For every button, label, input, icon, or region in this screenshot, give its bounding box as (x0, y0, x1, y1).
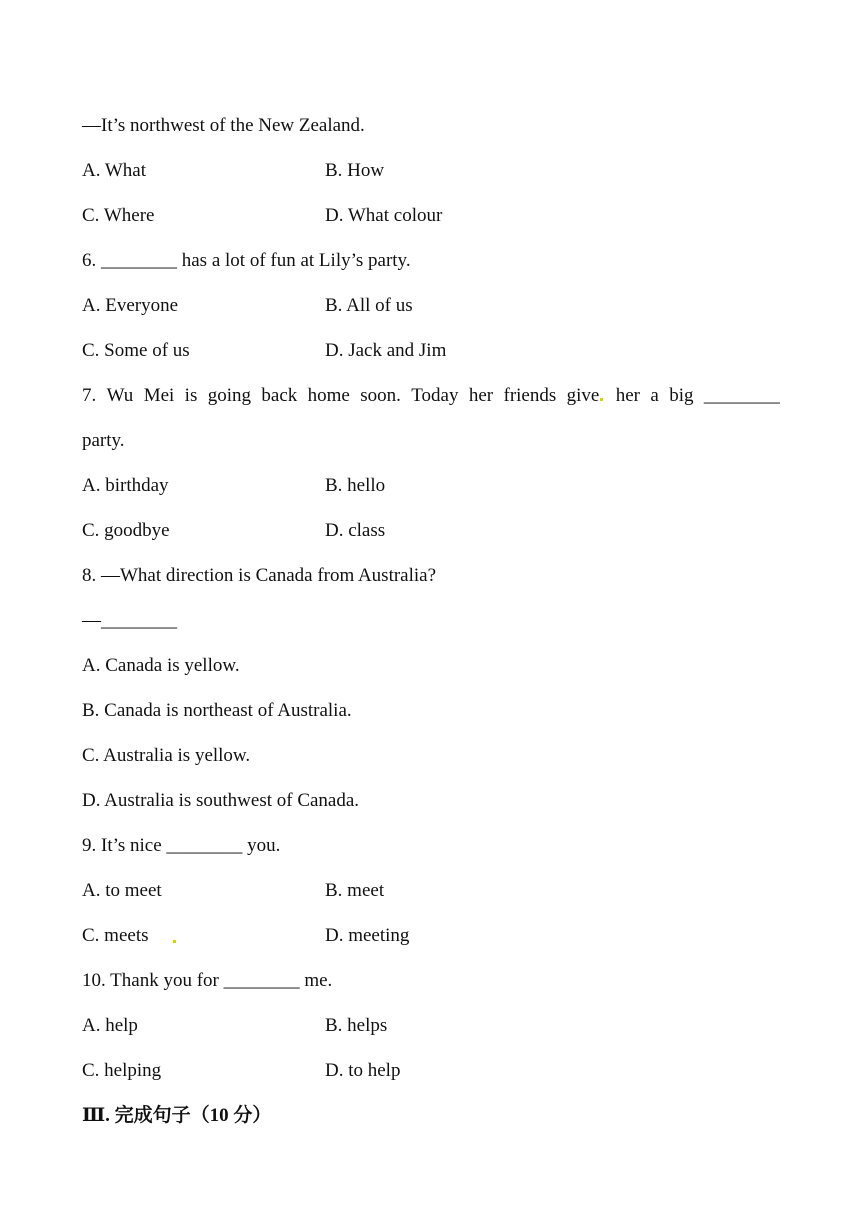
q7-option-d: D. class (325, 520, 386, 541)
q8-option-d: D. Australia is southwest of Canada. (82, 790, 360, 811)
q8-answer-line: —________ (82, 610, 177, 631)
stray-mark (600, 398, 603, 401)
q10-option-b: B. helps (325, 1015, 388, 1036)
q8-option-b: B. Canada is northeast of Australia. (82, 700, 352, 721)
q5-option-c: C. Where (82, 205, 155, 226)
q10-option-a: A. help (82, 1015, 138, 1036)
q7-stem: 7. Wu Mei is going back home soon. Today her friends give her a big ________ (82, 385, 780, 406)
section-heading: Ⅲ. 完成句子（10 分） (82, 1105, 272, 1126)
q9-stem: 9. It’s nice ________ you. (82, 835, 281, 856)
q8-stem: 8. —What direction is Canada from Australia? (82, 565, 437, 586)
q7-stem-continuation: party. (82, 430, 125, 451)
q7-give-word: give (567, 384, 606, 408)
q7-option-a: A. birthday (82, 475, 169, 496)
q5-option-d: D. What colour (325, 205, 443, 226)
q10-option-c: C. helping (82, 1060, 162, 1081)
q8-option-c: C. Australia is yellow. (82, 745, 251, 766)
q7-option-b: B. hello (325, 475, 386, 496)
q7-option-c: C. goodbye (82, 520, 170, 541)
q7-blank: ________ (703, 385, 780, 406)
q5-option-a: A. What (82, 160, 147, 181)
q6-stem: 6. ________ has a lot of fun at Lily’s party. (82, 250, 411, 271)
q6-option-c: C. Some of us (82, 340, 190, 361)
q9-option-c: C. meets (82, 925, 149, 946)
q10-option-d: D. to help (325, 1060, 401, 1081)
q9-option-d: D. meeting (325, 925, 410, 946)
q5-option-b: B. How (325, 160, 385, 181)
q6-option-b: B. All of us (325, 295, 413, 316)
q9-option-b: B. meet (325, 880, 385, 901)
q9-option-a: A. to meet (82, 880, 162, 901)
q5-answer-line: —It’s northwest of the New Zealand. (82, 115, 365, 136)
q6-option-d: D. Jack and Jim (325, 340, 447, 361)
q8-option-a: A. Canada is yellow. (82, 655, 240, 676)
stray-mark (173, 940, 176, 943)
q10-stem: 10. Thank you for ________ me. (82, 970, 333, 991)
q6-option-a: A. Everyone (82, 295, 179, 316)
